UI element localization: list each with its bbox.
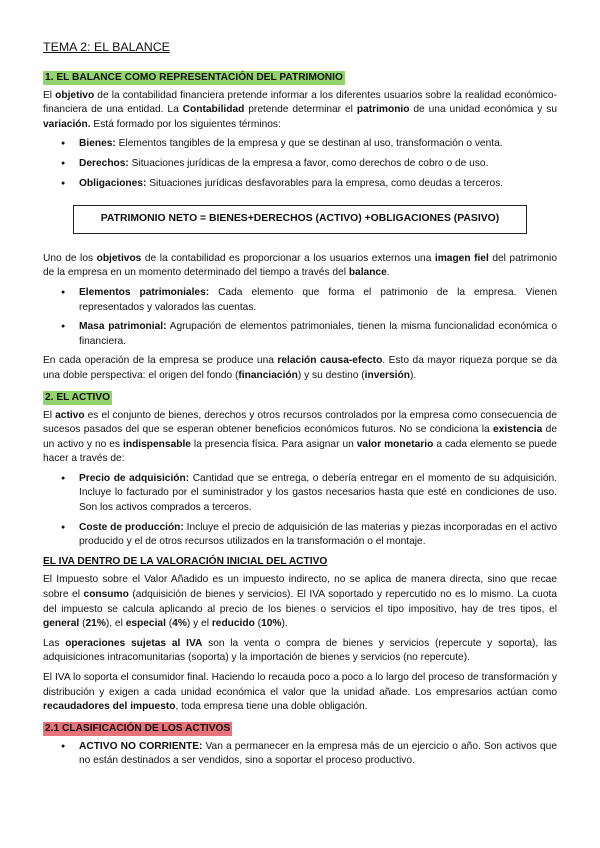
list-item: ● Derechos: Situaciones jurídicas de la empresa a favor, como derechos de cobro o de uso.: [79, 157, 557, 172]
section-2-intro: El activo es el conjunto de bienes, derechos y otros recursos controlados por la empresa como consecuencia de sucesos pasados del que se esperan obtener beneficios económicos futuros. No se condiciona la existencia de un activo y no es indispensable la presencia física. Para asignar un valor monetario a cada elemento se puede hacer a través de:: [43, 409, 558, 465]
section-1-intro: El objetivo de la contabilidad financiera pretende informar a los diferentes usuarios sobre la realidad económico-financiera de una entidad. La Contabilidad pretende determinar el patrimonio de una unidad económica y su variación. Está formado por los siguientes términos:: [43, 89, 557, 130]
elements-list: [43, 286, 557, 349]
valuation-list: [43, 472, 557, 550]
section-1-heading: 1. EL BALANCE COMO REPRESENTACIÓN DEL PATRIMONIO: [45, 71, 343, 83]
list-item: ● ACTIVO NO CORRIENTE: Van a permanecer en la empresa más de un ejercicio o año. Son activos que no están destinados a ser vendidos, sino a soportar el proceso productivo.: [79, 740, 557, 769]
iva-paragraph-3: El IVA lo soporta el consumidor final. Haciendo lo recauda poco a poco a lo largo del proceso de transformación y distribución y exigen a cada unidad económica el valor que la unidad añade. Los empresarios actúan como recaudadores del impuesto, toda empresa tiene una doble obligación.: [43, 672, 557, 713]
list-item: ● Obligaciones: Situaciones jurídicas desfavorables para la empresa, como deudas a terceros.: [79, 177, 557, 192]
patrimony-formula-box: PATRIMONIO NETO = BIENES+DERECHOS (ACTIVO) +OBLIGACIONES (PASIVO): [73, 205, 527, 234]
iva-heading: EL IVA DENTRO DE LA VALORACIÓN INICIAL DEL ACTIVO: [43, 555, 328, 567]
list-item: ● Precio de adquisición: Cantidad que se entrega, o debería entregar en el momento de su adquisición. Incluye lo facturado por el suministrador y los gastos necesarios hasta que esté en condiciones de uso. Son los activos comprados a terceros.: [79, 472, 557, 516]
iva-paragraph-2: Las operaciones sujetas al IVA son la venta o compra de bienes y servicios (repercute y soporta), las adquisiciones intracomunitarias (soporta) y la importación de bienes y servicios (no repercute).: [43, 637, 558, 664]
section-2-1-heading: 2.1 CLASIFICACIÓN DE LOS ACTIVOS: [45, 722, 231, 734]
page-title: TEMA 2: EL BALANCE: [43, 40, 170, 54]
iva-paragraph-1: El Impuesto sobre el Valor Añadido es un impuesto indirecto, no se aplica de manera directa, sino que recae sobre el consumo (adquisición de bienes y servicios). El IVA soportado y repercutido no es lo mismo. La cuota del impuesto se calcula aplicando al precio de los bienes o servicios el tipo impositivo, hay de tres tipos, el general (21%), el especial (4%) y el reducido (10%).: [43, 574, 558, 630]
section-1-paragraph-3: En cada operación de la empresa se produce una relación causa-efecto. Esto da mayor riqueza porque se da una doble perspectiva: el origen del fondo (financiación) y su destino (inversión).: [43, 355, 557, 381]
list-item: ● Bienes: Elementos tangibles de la empresa y que se destinan al uso, transformación o venta.: [79, 137, 557, 152]
list-item: ● Elementos patrimoniales: Cada elemento que forma el patrimonio de la empresa. Vienen representados y valorados las cuentas.: [79, 286, 557, 315]
section-2-heading: 2. EL ACTIVO: [45, 391, 111, 403]
list-item: ● Coste de producción: Incluye el precio de adquisición de las materias y piezas incorporadas en el activo producido y el de otros recursos utilizados en la transformación o el montaje.: [79, 521, 557, 550]
list-item: ● Masa patrimonial: Agrupación de elementos patrimoniales, tienen la misma funcionalidad económica o financiera.: [79, 320, 557, 349]
classification-list: [43, 740, 557, 769]
section-1-paragraph-2: Uno de los objetivos de la contabilidad es proporcionar a los usuarios externos una imagen fiel del patrimonio de la empresa en un momento determinado del tiempo a través del balance.: [43, 252, 557, 279]
terms-list: [43, 137, 557, 191]
